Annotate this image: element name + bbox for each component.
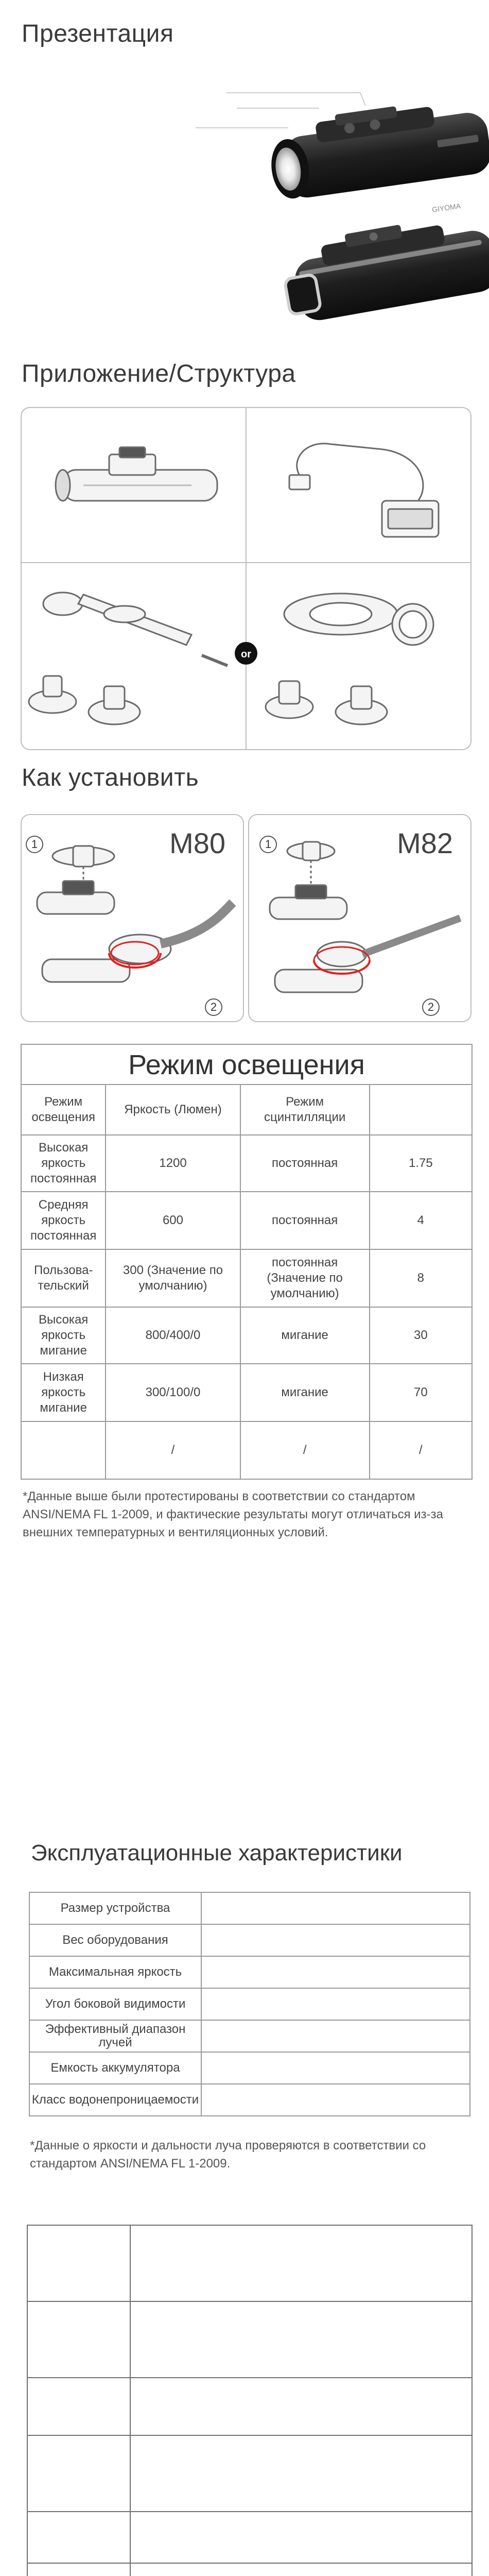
spec-label: Вес оборудования	[29, 1924, 201, 1956]
empty-cell	[27, 2225, 130, 2301]
empty-cell	[130, 2512, 472, 2563]
step-2-badge: 2	[205, 998, 222, 1016]
empty-cell	[27, 2301, 130, 2378]
cell-runtime: 8	[370, 1249, 472, 1307]
table-row	[29, 1892, 470, 1924]
device-brand-label: GIYOMA	[431, 201, 461, 214]
modes-footnote: *Данные выше были протестированы в соответствии со стандартом ANSI/NEMA FL 1-2009, и фактические результаты могут отличаться из-за внешних температурных и вентиляционных условий.	[23, 1489, 443, 1539]
cell-brightness: 800/400/0	[106, 1307, 240, 1364]
section-title-presentation: Презентация	[22, 20, 174, 47]
cell-runtime: 30	[370, 1307, 472, 1364]
cell-brightness: 600	[106, 1192, 240, 1249]
cell-scintillation: мигание	[240, 1307, 370, 1364]
header-mode: Режим освещения	[21, 1084, 106, 1135]
spec-value	[201, 2020, 470, 2052]
table-row	[21, 1135, 472, 1192]
specs-table	[29, 1892, 470, 2116]
table-row	[27, 2378, 472, 2435]
spec-label: Эффективный диапазон лучей	[29, 2020, 201, 2052]
spec-value	[201, 1924, 470, 1956]
cell-mode: Высокая яркость мигание	[21, 1307, 106, 1364]
cell-scintillation: постоянная	[240, 1135, 370, 1192]
empty-cell	[27, 2512, 130, 2563]
cell-mode: Высокая яркость постоянная	[21, 1135, 106, 1192]
product-hero-illustration	[0, 72, 489, 392]
cell-brightness: 1200	[106, 1135, 240, 1192]
install-m82-illustration	[249, 815, 470, 1021]
empty-cell	[130, 2435, 472, 2512]
modes-table-title: Режим освещения	[21, 1044, 473, 1085]
header-brightness: Яркость (Люмен)	[106, 1084, 240, 1135]
modes-table-header	[21, 1084, 472, 1135]
cell-brightness: 300 (Значение по умолчанию)	[106, 1249, 240, 1307]
empty-cell	[27, 2563, 130, 2576]
cell-runtime: 1.75	[370, 1135, 472, 1192]
section-title-install: Как установить	[22, 764, 199, 791]
cell-scintillation: /	[240, 1421, 370, 1479]
install-panel-m82	[248, 814, 471, 1022]
cell-scintillation: постоянная	[240, 1192, 370, 1249]
spec-value	[201, 1892, 470, 1924]
specs-footnote: *Данные о яркости и дальности луча проверяются в соответствии со стандартом ANSI/NEMA FL 1-2009.	[30, 2139, 426, 2171]
cell-scintillation: постоянная (Значение по умолчанию)	[240, 1249, 370, 1307]
cell-mode: Пользова-тельский	[21, 1249, 106, 1307]
or-label: or	[241, 649, 251, 660]
table-row	[29, 1956, 470, 1988]
cell-runtime: 70	[370, 1364, 472, 1421]
spec-label: Класс водонепроницаемости	[29, 2084, 201, 2116]
empty-cell	[130, 2301, 472, 2378]
step-1-badge: 1	[259, 836, 277, 853]
step-1-badge: 1	[26, 836, 43, 853]
empty-cell	[27, 2378, 130, 2435]
spec-value	[201, 2084, 470, 2116]
cell-mode	[21, 1421, 106, 1479]
empty-table	[27, 2225, 473, 2576]
model-m82-label: M82	[397, 827, 453, 859]
cell-runtime: 4	[370, 1192, 472, 1249]
modes-table	[21, 1084, 473, 1480]
table-row	[21, 1364, 472, 1421]
table-row	[29, 2084, 470, 2116]
table-row	[27, 2512, 472, 2563]
spec-label: Емкость аккумулятора	[29, 2052, 201, 2084]
cell-scintillation: мигание	[240, 1364, 370, 1421]
table-row	[21, 1192, 472, 1249]
install-m80-illustration	[22, 815, 243, 1021]
cell-runtime: /	[370, 1421, 472, 1479]
table-row	[29, 1988, 470, 2020]
handlebar-mount-parts-a	[29, 592, 228, 724]
spec-label: Размер устройства	[29, 1892, 201, 1924]
table-row	[27, 2301, 472, 2378]
header-runtime	[370, 1084, 472, 1135]
device-front-view	[265, 94, 489, 202]
empty-cell	[130, 2563, 472, 2576]
section-title-performance: Эксплуатационные характеристики	[31, 1840, 403, 1866]
spec-value	[201, 1956, 470, 1988]
table-row	[21, 1421, 472, 1479]
structure-illustrations	[22, 408, 470, 749]
table-row	[29, 2020, 470, 2052]
cell-brightness: /	[106, 1421, 240, 1479]
structure-panel	[21, 407, 471, 750]
usb-cable-illustration	[289, 444, 439, 537]
install-panel-m80	[21, 814, 244, 1022]
step-2-badge: 2	[422, 998, 440, 1016]
spec-value	[201, 1988, 470, 2020]
table-row	[27, 2435, 472, 2512]
table-row	[29, 1924, 470, 1956]
empty-cell	[27, 2435, 130, 2512]
mount-bar-illustration	[56, 447, 217, 501]
model-m80-label: M80	[169, 827, 225, 859]
table-row	[21, 1307, 472, 1364]
cell-brightness: 300/100/0	[106, 1364, 240, 1421]
section-title-app-structure: Приложение/Структура	[22, 360, 296, 387]
header-scintillation: Режим сцинтилляции	[240, 1084, 370, 1135]
table-row	[27, 2563, 472, 2576]
device-rear-view	[278, 209, 489, 325]
empty-cell	[130, 2225, 472, 2301]
cell-mode: Низкая яркость мигание	[21, 1364, 106, 1421]
table-row	[29, 2052, 470, 2084]
cell-mode: Средняя яркость постоянная	[21, 1192, 106, 1249]
spec-label: Угол боковой видимости	[29, 1988, 201, 2020]
table-row	[27, 2225, 472, 2301]
table-row	[21, 1249, 472, 1307]
spec-label: Максимальная яркость	[29, 1956, 201, 1988]
empty-cell	[130, 2378, 472, 2435]
spec-value	[201, 2052, 470, 2084]
handlebar-mount-parts-b	[266, 594, 433, 724]
